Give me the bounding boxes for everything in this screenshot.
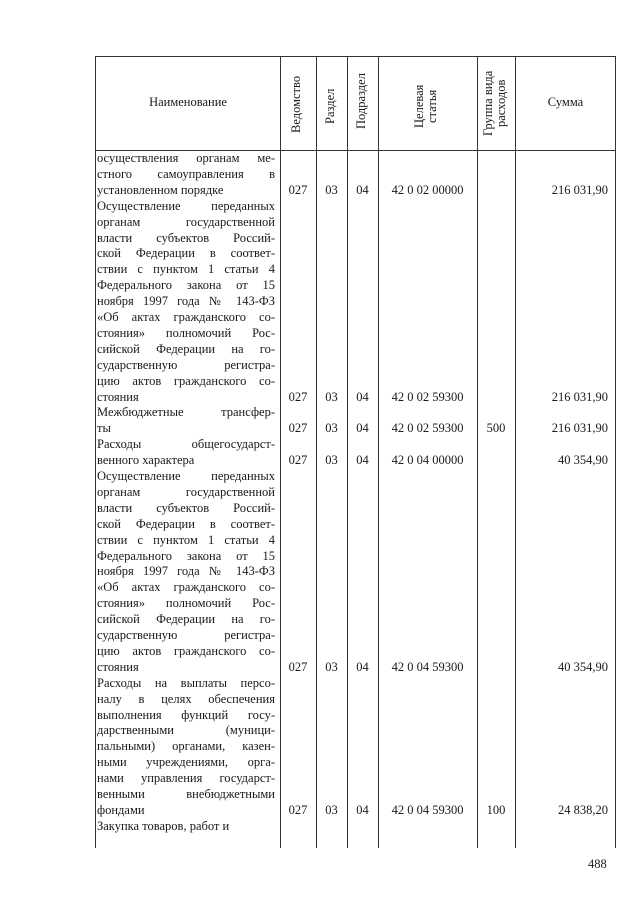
cell-subsection: 04	[356, 389, 369, 404]
row-name-line: сударственную регистра-	[97, 628, 275, 643]
header-target-article-line1: Целевая	[412, 84, 426, 128]
header-expense-group-line2: расходов	[494, 79, 508, 127]
row-name-line: нами управления государст-	[97, 771, 275, 786]
row-name-line: «Об актах гражданского со-	[97, 310, 275, 325]
row-name-line: Осуществление переданных	[97, 469, 275, 483]
cell-department: 027	[288, 421, 308, 436]
row-name	[97, 819, 275, 835]
cell-section: 03	[325, 802, 338, 817]
row-name-line: власти субъектов Россий-	[97, 230, 275, 245]
column-divider	[378, 56, 379, 848]
row-name-line: Закупка товаров, работ и	[97, 818, 230, 833]
column-divider	[316, 56, 317, 848]
column-divider	[347, 56, 348, 848]
row-name	[97, 151, 275, 199]
header-expense-group-line1: Группа вида	[481, 70, 495, 136]
header-sum: Сумма	[547, 95, 584, 109]
cell-subsection: 04	[356, 659, 369, 674]
row-name-line: осуществления органам ме-	[97, 151, 275, 165]
row-name-line: стояния» полномочий Рос-	[97, 325, 275, 340]
row-name-line: Межбюджетные трансфер-	[97, 405, 275, 420]
row-name-line: Федерального закона от 15	[97, 278, 275, 293]
header-name: Наименование	[149, 95, 227, 109]
cell-sum: 216 031,90	[551, 421, 608, 436]
cell-target-article: 42 0 02 00000	[391, 182, 464, 197]
row-name-line: стояния	[97, 659, 139, 674]
row-name-line: ской Федерации в соответ-	[97, 516, 275, 531]
cell-department: 027	[288, 389, 308, 404]
cell-subsection: 04	[356, 453, 369, 468]
row-name-line: органам государственной	[97, 214, 275, 229]
cell-expense-group: 100	[486, 802, 506, 817]
row-name-line: ствии с пунктом 1 статьи 4	[97, 532, 275, 547]
row-name	[97, 405, 275, 437]
column-divider	[477, 56, 478, 848]
row-name-line: стояния» полномочий Рос-	[97, 596, 275, 611]
cell-target-article: 42 0 02 59300	[391, 421, 464, 436]
cell-subsection: 04	[356, 802, 369, 817]
column-divider	[280, 56, 281, 848]
column-divider	[615, 56, 616, 848]
row-name	[97, 437, 275, 469]
cell-department: 027	[288, 802, 308, 817]
header-department: Ведомство	[289, 75, 303, 133]
row-name-line: установленном порядке	[97, 182, 224, 197]
row-name-line: дарственными (муници-	[97, 723, 275, 738]
cell-subsection: 04	[356, 182, 369, 197]
header-target-article-line2: статья	[425, 89, 439, 123]
cell-section: 03	[325, 389, 338, 404]
cell-expense-group: 500	[486, 421, 506, 436]
row-name-line: Осуществление переданных	[97, 198, 275, 213]
header-target-article	[413, 70, 439, 142]
cell-department: 027	[288, 659, 308, 674]
cell-target-article: 42 0 04 59300	[391, 659, 464, 674]
cell-sum: 40 354,90	[558, 453, 608, 468]
header-subsection: Подраздел	[354, 73, 368, 130]
page-number: 488	[588, 857, 607, 871]
header-expense-group	[482, 60, 508, 146]
row-name-line: «Об актах гражданского со-	[97, 580, 275, 595]
row-name-line: ской Федерации в соответ-	[97, 246, 275, 261]
cell-department: 027	[288, 453, 308, 468]
row-name-line: сийской Федерации на го-	[97, 341, 275, 356]
table-top-border	[95, 56, 616, 57]
cell-section: 03	[325, 421, 338, 436]
row-name-line: венными внебюджетными	[97, 787, 275, 802]
row-name-line: Расходы на выплаты персо-	[97, 675, 275, 690]
cell-target-article: 42 0 04 00000	[391, 453, 464, 468]
row-name-line: сударственную регистра-	[97, 357, 275, 372]
row-name-line: Расходы общегосударст-	[97, 437, 275, 452]
cell-section: 03	[325, 659, 338, 674]
row-name	[97, 676, 275, 819]
cell-target-article: 42 0 02 59300	[391, 389, 464, 404]
cell-sum: 40 354,90	[558, 659, 608, 674]
cell-subsection: 04	[356, 421, 369, 436]
header-section: Раздел	[323, 88, 337, 124]
row-name-line: цию актов гражданского со-	[97, 643, 275, 658]
row-name-line: пальными) органами, казен-	[97, 739, 275, 754]
row-name-line: фондами	[97, 802, 145, 817]
row-name	[97, 199, 275, 406]
cell-section: 03	[325, 453, 338, 468]
row-name-line: цию актов гражданского со-	[97, 373, 275, 388]
row-name-line: венного характера	[97, 453, 195, 468]
row-name-line: ными учреждениями, орга-	[97, 755, 275, 770]
cell-section: 03	[325, 182, 338, 197]
row-name-line: органам государственной	[97, 484, 275, 499]
row-name-line: ноября 1997 года № 143-ФЗ	[97, 564, 275, 579]
row-name-line: ствии с пунктом 1 статьи 4	[97, 262, 275, 277]
column-divider	[515, 56, 516, 848]
cell-sum: 216 031,90	[551, 182, 608, 197]
cell-sum: 216 031,90	[551, 389, 608, 404]
column-divider	[95, 56, 96, 848]
row-name-line: ноября 1997 года № 143-ФЗ	[97, 294, 275, 309]
row-name	[97, 469, 275, 676]
row-name-line: выполнения функций госу-	[97, 707, 275, 722]
row-name-line: сийской Федерации на го-	[97, 612, 275, 627]
row-name-line: ты	[97, 421, 111, 436]
row-name-line: стного самоуправления в	[97, 166, 275, 181]
row-name-line: Федерального закона от 15	[97, 548, 275, 563]
row-name-line: стояния	[97, 389, 139, 404]
row-name-line: власти субъектов Россий-	[97, 500, 275, 515]
cell-department: 027	[288, 182, 308, 197]
cell-target-article: 42 0 04 59300	[391, 802, 464, 817]
row-name-line: налу в целях обеспечения	[97, 691, 275, 706]
cell-sum: 24 838,20	[558, 802, 608, 817]
